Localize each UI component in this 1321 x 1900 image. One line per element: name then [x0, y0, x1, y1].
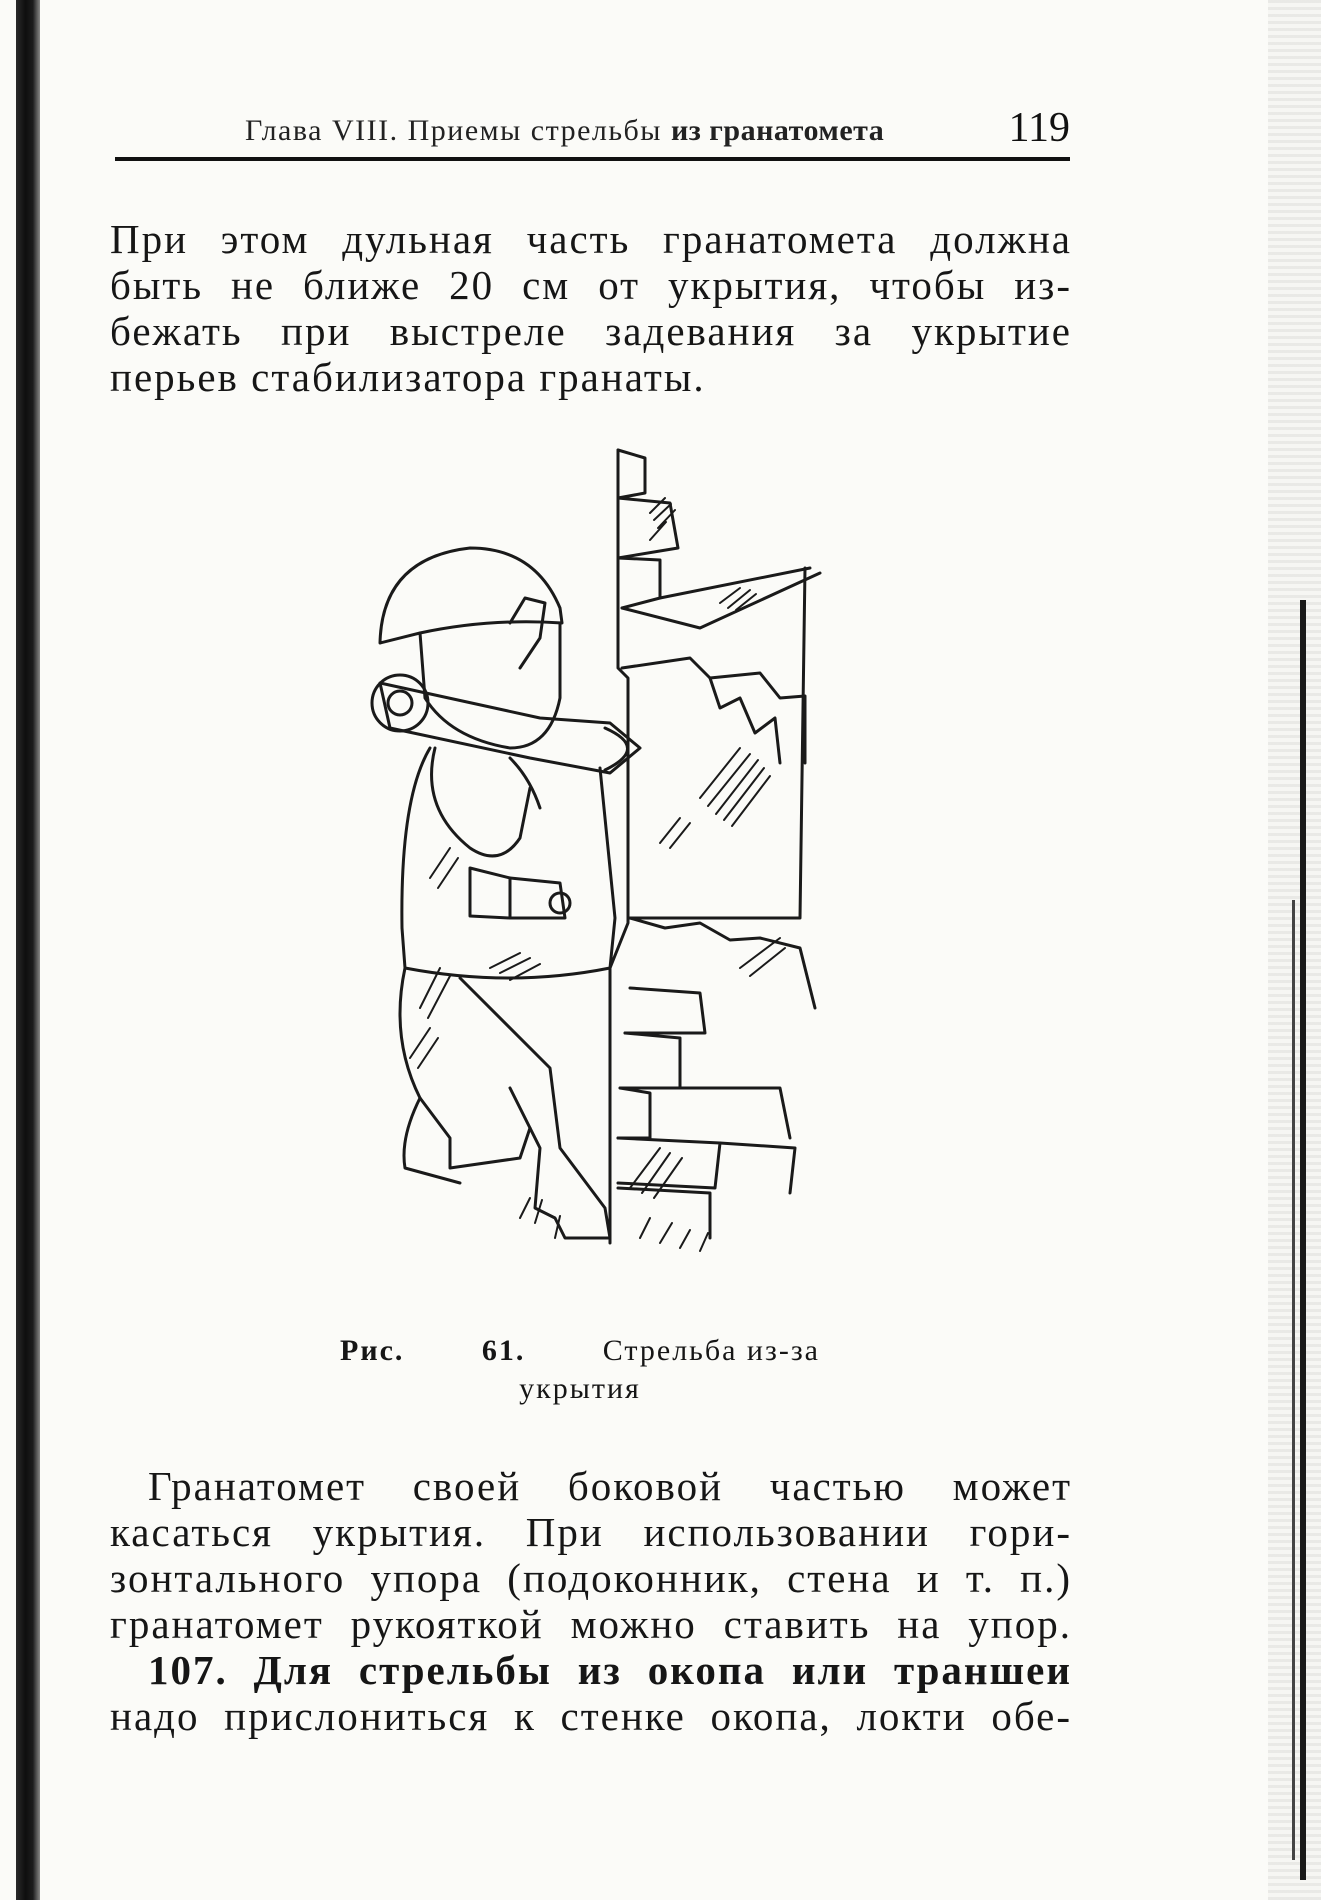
legs — [400, 968, 530, 1168]
paragraph-1-line: перьев стабилизатора гранаты. — [110, 354, 706, 400]
paragraph-1 — [110, 216, 1072, 400]
torso — [402, 748, 615, 978]
chapter-title-regular: Глава VIII. Приемы стрельбы — [245, 114, 662, 147]
paragraph-2 — [110, 1463, 1072, 1739]
caption-line-1 — [340, 1332, 820, 1370]
section-107-continuation: надо прислониться к стенке окопа, локти обе- — [110, 1693, 1072, 1739]
paragraph-2-line: гранатомет рукояткой можно ставить на упор. — [110, 1601, 1072, 1647]
header-rule — [115, 157, 1070, 161]
chapter-title-bold: из гранатомета — [670, 114, 885, 147]
caption-text-2: укрытия — [519, 1372, 641, 1405]
grass — [520, 1198, 708, 1251]
paragraph-1-line: быть не ближе 20 см от укрытия, чтобы из- — [110, 262, 1072, 308]
chapter-title — [245, 114, 884, 148]
paragraph-2-line: Гранатомет своей боковой частью может — [148, 1463, 1072, 1509]
paragraph-1-line: При этом дульная часть гранатомета должна — [110, 216, 1072, 262]
scan-edge-bar-thin — [1292, 900, 1295, 1860]
section-107-heading: 107. Для стрельбы из окопа или траншеи — [148, 1647, 1072, 1693]
figure-soldier-illustration — [360, 448, 840, 1263]
page-right-edge — [1268, 0, 1321, 1900]
running-head — [115, 104, 1070, 156]
caption-number: 61. — [481, 1334, 526, 1367]
page-number: 119 — [1008, 105, 1070, 151]
wall-outline — [610, 450, 628, 1243]
paragraph-2-line: зонтального упора (подоконник, стена и т. п.) — [110, 1555, 1072, 1601]
book-spine-edge — [16, 0, 40, 1900]
paragraph-1-line: бежать при выстреле задевания за укрытие — [110, 308, 1072, 354]
caption-label: Рис. — [340, 1334, 405, 1367]
scan-edge-bar — [1300, 600, 1306, 1880]
caption-text-1: Стрельба из-за — [602, 1334, 820, 1367]
paragraph-2-line: касаться укрытия. При использовании гори- — [110, 1509, 1072, 1555]
helmet — [380, 548, 562, 643]
figure-caption — [340, 1332, 820, 1408]
